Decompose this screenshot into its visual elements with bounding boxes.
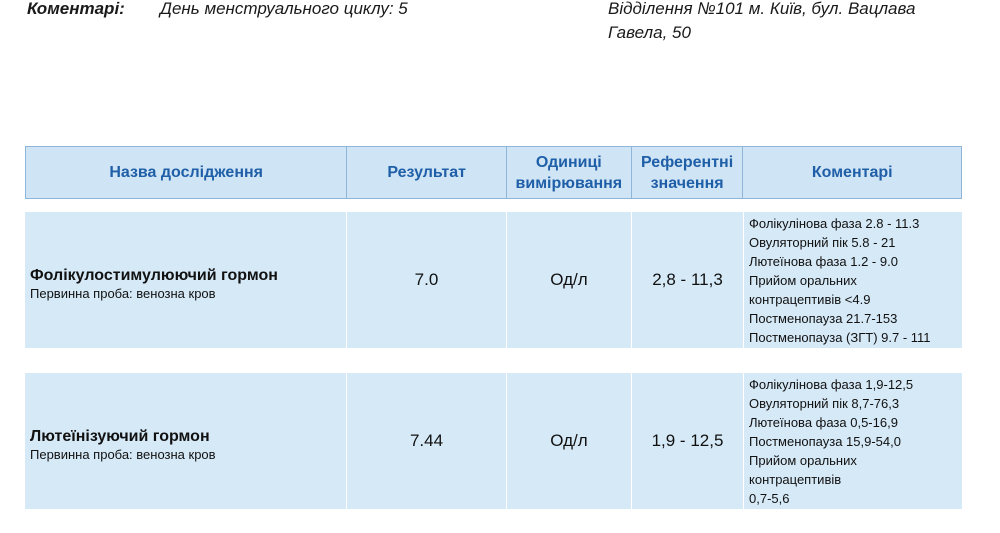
reference-value: 1,9 - 12,5 (632, 373, 744, 509)
department-address: Відділення №101 м. Київ, бул. Вацлава Гавела, 50 (608, 0, 916, 42)
comment-line: Лютеїнова фаза 0,5-16,9 (749, 414, 898, 430)
comment-line: Фолікулінова фаза 2.8 - 11.3 (749, 215, 920, 231)
reference-value: 2,8 - 11,3 (632, 212, 744, 348)
units-value: Од/л (507, 373, 632, 509)
col-result: Результат (347, 147, 507, 198)
comments-label: Коментарі: (27, 0, 125, 18)
units-value: Од/л (507, 212, 632, 348)
sample-type: Первинна проба: венозна кров (30, 286, 216, 301)
comment-line: Постменопауза 21.7-153 (749, 310, 898, 326)
comment-line: Постменопауза 15,9-54,0 (749, 433, 901, 449)
comment-line: контрацептивів <4.9 (749, 291, 871, 307)
comment-line: Постменопауза (ЗГТ) 9.7 - 111 (749, 329, 931, 345)
test-name-cell (25, 212, 347, 348)
comment-line: контрацептивів (749, 471, 842, 487)
comment-line: Прийом оральних (749, 272, 857, 288)
comments-cell (744, 212, 962, 348)
result-value: 7.0 (347, 212, 507, 348)
result-value: 7.44 (347, 373, 507, 509)
comment-line: 0,7-5,6 (749, 490, 790, 506)
sample-type: Первинна проба: венозна кров (30, 447, 216, 462)
test-name-cell (25, 373, 347, 509)
cycle-day: День менструального циклу: 5 (160, 0, 408, 18)
table-row (25, 373, 962, 509)
comments-cell (744, 373, 962, 509)
col-reference: Референтні значення (632, 147, 744, 198)
comment-line: Лютеїнова фаза 1.2 - 9.0 (749, 253, 898, 269)
col-test-name: Назва дослідження (26, 147, 347, 198)
comment-line: Фолікулінова фаза 1,9-12,5 (749, 376, 914, 392)
test-name: Фолікулостимулюючий гормон (30, 267, 278, 284)
table-header (25, 146, 962, 199)
table-row (25, 212, 962, 348)
comment-line: Овуляторний пік 5.8 - 21 (749, 234, 896, 250)
comment-line: Прийом оральних (749, 452, 857, 468)
comment-line: Овуляторний пік 8,7-76,3 (749, 395, 900, 411)
col-units: Одиниці вимірювання (507, 147, 632, 198)
col-comments: Коментарі (811, 164, 893, 181)
test-name: Лютеїнізуючий гормон (30, 428, 210, 445)
